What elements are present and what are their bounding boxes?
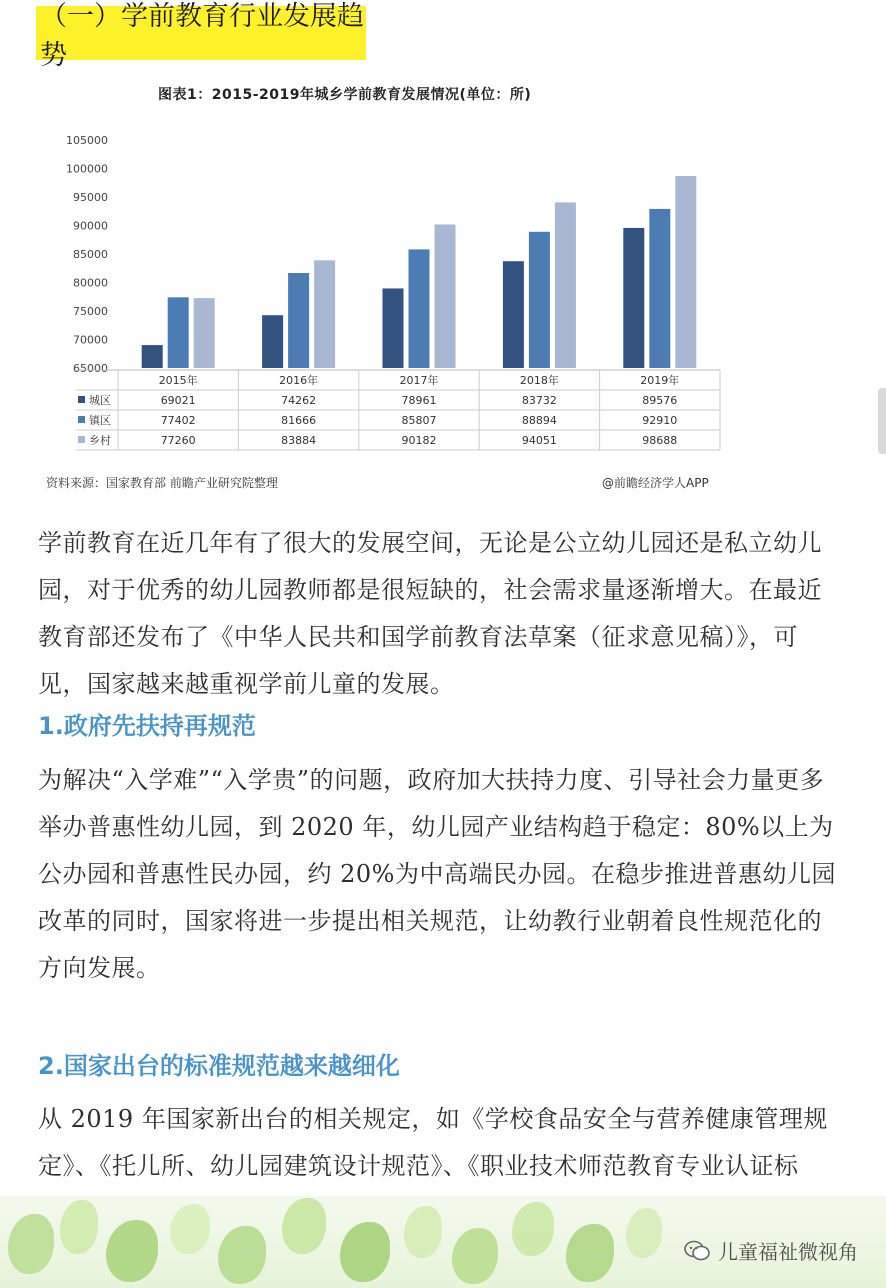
data-label-乡村: 98688 [642,434,678,447]
data-label-乡村: 90182 [401,434,437,447]
bar-乡村-2019年 [675,176,696,368]
bar-城区-2016年 [262,315,283,368]
data-label-城区: 69021 [160,394,196,407]
legend-swatch-城区 [78,396,85,403]
y-tick-label: 95000 [73,191,108,204]
x-tick-label: 2017年 [399,374,439,387]
data-label-镇区: 81666 [281,414,317,427]
policy-paragraph: 为解决“入学难”“入学贵”的问题，政府加大扶持力度、引导社会力量更多举办普惠性幼儿园，到 2020 年，幼儿园产业结构趋于稳定：80%以上为公办园和普惠性民办园，约 20%为中高端民办园。在稳步推进普惠幼儿园改革的同时，国家将进一步提出相关规范，让幼教行业朝着良性规范化的方向发展。 [38,766,836,982]
data-label-城区: 83732 [521,394,557,407]
legend-label-城区: 城区 [89,394,111,407]
data-label-镇区: 85807 [401,414,437,427]
x-tick-label: 2016年 [279,374,319,387]
bar-镇区-2016年 [288,273,309,368]
bar-乡村-2017年 [435,224,456,368]
bar-乡村-2018年 [555,202,576,368]
data-label-城区: 89576 [642,394,678,407]
chart-source: 资料来源：国家教育部 前瞻产业研究院整理 [46,476,278,490]
bar-chart [30,118,730,458]
chart-title: 图表1：2015-2019年城乡学前教育发展情况(单位：所) [158,87,532,103]
wechat-watermark [684,1236,858,1265]
data-label-镇区: 92910 [642,414,678,427]
x-tick-label: 2018年 [519,374,559,387]
bar-城区-2017年 [383,288,404,368]
subheading-1: 1.政府先扶持再规范 [38,712,256,740]
data-label-乡村: 77260 [160,434,196,447]
subheading-2: 2.国家出台的标准规范越来越细化 [38,1052,400,1080]
wechat-icon [684,1240,710,1262]
section-heading-text: （一）学前教育行业发展趋势 [40,1,364,71]
legend-swatch-镇区 [78,416,85,423]
y-tick-label: 100000 [66,162,108,176]
x-tick-label: 2019年 [640,374,680,387]
bar-乡村-2016年 [314,260,335,368]
bar-镇区-2019年 [649,209,670,368]
data-label-镇区: 77402 [160,414,196,427]
y-tick-label: 85000 [73,248,108,261]
bar-镇区-2017年 [409,249,430,368]
legend-swatch-乡村 [78,436,85,443]
data-label-乡村: 94051 [521,434,557,447]
bar-城区-2019年 [623,228,644,368]
bar-城区-2018年 [503,261,524,368]
side-scroll-tab[interactable] [878,388,886,454]
y-tick-label: 75000 [73,305,108,318]
x-tick-label: 2015年 [158,374,198,387]
bar-城区-2015年 [142,345,163,368]
section-heading [36,1,366,71]
intro-paragraph: 学前教育在近几年有了很大的发展空间，无论是公立幼儿园还是私立幼儿园，对于优秀的幼儿园教师都是很短缺的，社会需求量逐渐增大。在最近教育部还发布了《中华人民共和国学前教育法草案（征求意见稿）》，可见，国家越来越重视学前儿童的发展。 [38,529,822,698]
y-tick-label: 90000 [73,219,108,233]
bar-乡村-2015年 [194,298,215,368]
data-label-城区: 74262 [281,394,317,407]
y-tick-label: 80000 [73,276,108,290]
chart-credit: @前瞻经济学人APP [602,476,709,490]
legend-label-乡村: 乡村 [89,434,111,447]
standards-paragraph: 从 2019 年国家新出台的相关规定，如《学校食品安全与营养健康管理规定》、《托儿所、幼儿园建筑设计规范》、《职业技术师范教育专业认证标 [38,1105,828,1180]
legend-label-镇区: 镇区 [89,414,111,427]
data-label-城区: 78961 [401,394,437,407]
data-label-镇区: 88894 [521,414,557,427]
y-tick-label: 70000 [73,333,108,347]
wechat-account-name: 儿童福祉微视角 [718,1240,858,1264]
y-tick-label: 105000 [66,134,108,147]
bar-镇区-2018年 [529,232,550,368]
bar-镇区-2015年 [168,297,189,368]
y-tick-label: 65000 [73,362,108,375]
data-label-乡村: 83884 [281,434,317,447]
